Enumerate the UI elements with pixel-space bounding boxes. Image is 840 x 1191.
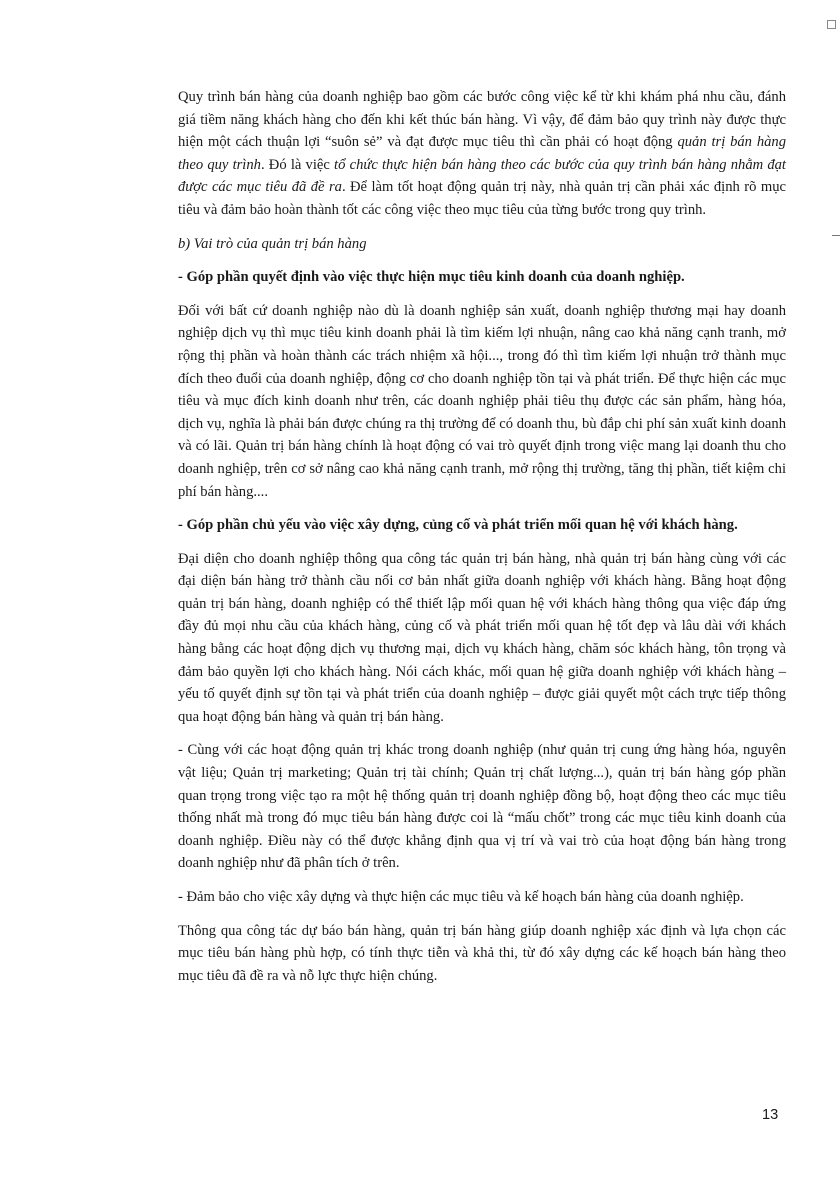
italic-run: b) Vai trò của quản trị bán hàng <box>178 235 367 252</box>
section-heading-role <box>178 233 786 256</box>
text-run: - Cùng với các hoạt động quản trị khác trong doanh nghiệp (như quản trị cung ứng hàng hóa, nguyên vật liệu; Quản trị marketing; Quản trị tài chính; Quản trị chất lượng...), quản trị bán hàng góp phần quan trọng trong việc tạo ra một hệ thống quản trị doanh nghiệp đồng bộ, hoạt động theo các mục tiêu thống nhất mà trong đó mục tiêu bán hàng được coi là “mấu chốt” trong các mục tiêu kinh doanh của doanh nghiệp. Điều này có thể được khẳng định qua vị trí và vai trò của hoạt động bán hàng trong doanh nghiệp như đã phân tích ở trên. <box>178 742 786 872</box>
paragraph-sales-process <box>178 86 786 222</box>
scan-margin-mark <box>827 20 836 29</box>
bullet-business-goals <box>178 266 786 289</box>
page-number: 13 <box>762 1107 779 1123</box>
text-run: . Để làm tốt hoạt động quản trị này, nhà quản trị cần phải xác định rõ mục tiêu và đảm bảo hoàn thành tốt các công việc theo mục tiêu của từng bước trong quy trình. <box>178 179 786 218</box>
text-run: Đại diện cho doanh nghiệp thông qua công tác quản trị bán hàng, nhà quản trị bán hàng cùng với các đại diện bán hàng trở thành cầu nối cơ bản nhất giữa doanh nghiệp với khách hàng. Bằng hoạt động quản trị bán hàng, doanh nghiệp có thể thiết lập mối quan hệ với khách hàng thông qua việc đáp ứng đầy đủ mọi nhu cầu của khách hàng, củng cố và phát triển mối quan hệ tốt đẹp và lâu dài với khách hàng bằng các hoạt động dịch vụ thương mại, dịch vụ khách hàng, chăm sóc khách hàng, tôn trọng và đảm bảo quyền lợi cho khách hàng. Nói cách khác, mối quan hệ giữa doanh nghiệp với khách hàng – yếu tố quyết định sự tồn tại và phát triển của doanh nghiệp – được giải quyết một cách trực tiếp thông qua hoạt động bán hàng và quản trị bán hàng. <box>178 550 786 725</box>
text-run: Quy trình bán hàng của doanh nghiệp bao gồm các bước công việc kể từ khi khám phá nhu cầu, đánh giá tiềm năng khách hàng cho đến khi kết thúc bán hàng. Vì vậy, để đảm bảo quy trình này được thực hiện một cách thuận lợi “suôn sẻ” và đạt được mục tiêu thì cần phải có hoạt động <box>178 89 786 151</box>
text-run: - Đảm bảo cho việc xây dựng và thực hiện các mục tiêu và kế hoạch bán hàng của doanh nghiệp. <box>178 889 744 905</box>
paragraph-business-goals <box>178 300 786 503</box>
text-run: . Đó là việc <box>260 156 335 173</box>
document-body <box>178 86 786 987</box>
paragraph-customer-relations <box>178 548 786 729</box>
text-run: - Góp phần quyết định vào việc thực hiện mục tiêu kinh doanh của doanh nghiệp. <box>178 269 685 286</box>
scan-margin-tick <box>832 235 840 236</box>
paragraph-sales-forecast <box>178 920 786 988</box>
text-run: Đối với bất cứ doanh nghiệp nào dù là doanh nghiệp sản xuất, doanh nghiệp thương mại hay doanh nghiệp dịch vụ thì mục tiêu kinh doanh phải là tìm kiếm lợi nhuận, nâng cao khả năng cạnh tranh, mở rộng thị phần và hoàn thành các trách nhiệm xã hội..., trong đó thì tìm kiếm lợi nhuận trở thành mục đích theo đuổi của doanh nghiệp, động cơ cho doanh nghiệp tồn tại và phát triển. Để thực hiện các mục tiêu và mục đích kinh doanh như trên, các doanh nghiệp phải tiêu thụ được các sản phẩm, hàng hóa, dịch vụ, nghĩa là phải bán được chúng ra thị trường để có doanh thu, bù đắp chi phí sản xuất kinh doanh và có lãi. Quản trị bán hàng chính là hoạt động có vai trò quyết định trong việc mang lại doanh thu cho doanh nghiệp, trên cơ sở nâng cao khả năng cạnh tranh, mở rộng thị trường, tăng thị phần, tiết kiệm chi phí bán hàng.... <box>178 302 786 500</box>
bullet-sales-plan <box>178 886 786 909</box>
paragraph-management-system <box>178 739 786 875</box>
text-run: Thông qua công tác dự báo bán hàng, quản trị bán hàng giúp doanh nghiệp xác định và lựa chọn các mục tiêu bán hàng phù hợp, có tính thực tiễn và khả thi, từ đó xây dựng các kế hoạch bán hàng theo mục tiêu đã đề ra và nỗ lực thực hiện chúng. <box>178 922 786 984</box>
italic-run: tổ chức thực hiện bán hàng theo các bước của quy trình bán hàng nhằm đạt được các mục tiêu đã đề ra <box>178 156 786 196</box>
italic-run: quản trị bán hàng theo quy trình <box>178 134 787 173</box>
text-run: - Góp phần chủ yếu vào việc xây dựng, củng cố và phát triển mối quan hệ với khách hàng. <box>178 517 738 534</box>
bullet-customer-relations <box>178 514 786 537</box>
